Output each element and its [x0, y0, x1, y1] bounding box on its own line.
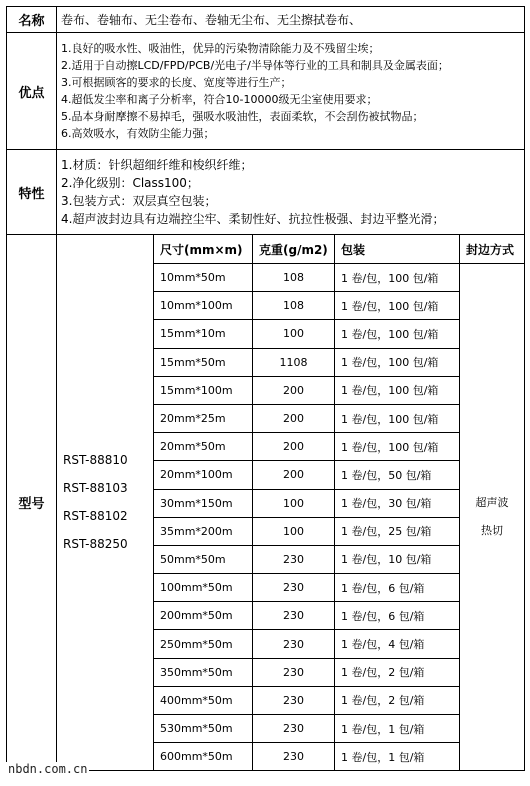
size-cell: 20mm*50m [154, 433, 253, 461]
spec-table [6, 6, 525, 771]
weight-cell: 230 [253, 686, 335, 714]
edge-method: 热切 [481, 524, 503, 538]
size-cell: 10mm*50m [154, 264, 253, 292]
size-cell: 15mm*100m [154, 376, 253, 404]
package-cell: 1 卷/包，30 包/箱 [335, 489, 460, 517]
package-cell: 1 卷/包，1 包/箱 [335, 715, 460, 743]
size-cell: 530mm*50m [154, 715, 253, 743]
size-header: 尺寸(mm×m) [154, 235, 253, 264]
size-cell: 400mm*50m [154, 686, 253, 714]
size-cell: 100mm*50m [154, 574, 253, 602]
model-label: 型号 [7, 235, 57, 771]
name-value: 卷布、卷轴布、无尘卷布、卷轴无尘布、无尘擦拭卷布、 [57, 7, 525, 33]
edge-method-cell [460, 264, 525, 771]
package-cell: 1 卷/包，4 包/箱 [335, 630, 460, 658]
model-code: RST-88810 [63, 453, 128, 468]
weight-cell: 230 [253, 574, 335, 602]
size-cell: 600mm*50m [154, 743, 253, 771]
model-code: RST-88103 [63, 481, 128, 496]
package-cell: 1 卷/包，100 包/箱 [335, 292, 460, 320]
package-cell: 1 卷/包，6 包/箱 [335, 602, 460, 630]
weight-cell: 230 [253, 545, 335, 573]
size-cell: 10mm*100m [154, 292, 253, 320]
features-row [7, 150, 525, 235]
weight-cell: 230 [253, 658, 335, 686]
weight-cell: 230 [253, 743, 335, 771]
weight-cell: 100 [253, 517, 335, 545]
weight-cell: 230 [253, 630, 335, 658]
name-label: 名称 [7, 7, 57, 33]
package-cell: 1 卷/包，50 包/箱 [335, 461, 460, 489]
package-cell: 1 卷/包，100 包/箱 [335, 320, 460, 348]
size-cell: 35mm*200m [154, 517, 253, 545]
weight-cell: 108 [253, 292, 335, 320]
advantages-label: 优点 [7, 33, 57, 150]
advantage-item: 2.适用于自动擦LCD/FPD/PCB/光电子/半导体等行业的工具和制具及金属表面； [61, 59, 449, 72]
feature-item: 3.包装方式：双层真空包装； [61, 194, 217, 208]
advantage-item: 5.品本身耐摩擦不易掉毛，强吸水吸油性，表面柔软，不会刮伤被拭物品； [61, 110, 424, 123]
weight-cell: 230 [253, 715, 335, 743]
feature-item: 1.材质：针织超细纤维和梭织纤维； [61, 158, 253, 172]
size-cell: 20mm*100m [154, 461, 253, 489]
weight-cell: 200 [253, 376, 335, 404]
name-row [7, 7, 525, 33]
size-cell: 15mm*50m [154, 348, 253, 376]
size-cell: 30mm*150m [154, 489, 253, 517]
model-header-row [7, 235, 525, 264]
advantage-item: 3.可根据顾客的要求的长度、宽度等进行生产； [61, 76, 292, 89]
edge-method: 超声波 [475, 496, 509, 510]
weight-cell: 100 [253, 320, 335, 348]
advantages-row [7, 33, 525, 150]
features-label: 特性 [7, 150, 57, 235]
package-cell: 1 卷/包，100 包/箱 [335, 376, 460, 404]
advantages-list [57, 33, 525, 150]
package-cell: 1 卷/包，10 包/箱 [335, 545, 460, 573]
weight-cell: 200 [253, 461, 335, 489]
size-cell: 50mm*50m [154, 545, 253, 573]
advantage-item: 4.超低发尘率和离子分析率，符合10-10000级无尘室使用要求； [61, 93, 378, 106]
advantage-item: 1.良好的吸水性、吸油性，优异的污染物清除能力及不残留尘埃； [61, 42, 380, 55]
package-cell: 1 卷/包，6 包/箱 [335, 574, 460, 602]
package-header: 包装 [335, 235, 460, 264]
size-cell: 20mm*25m [154, 404, 253, 432]
weight-header: 克重(g/m2) [253, 235, 335, 264]
package-cell: 1 卷/包，2 包/箱 [335, 686, 460, 714]
weight-cell: 108 [253, 264, 335, 292]
model-codes [57, 235, 154, 771]
weight-cell: 1108 [253, 348, 335, 376]
feature-item: 2.净化级别：Class100； [61, 176, 199, 190]
size-cell: 250mm*50m [154, 630, 253, 658]
package-cell: 1 卷/包，25 包/箱 [335, 517, 460, 545]
package-cell: 1 卷/包，2 包/箱 [335, 658, 460, 686]
weight-cell: 200 [253, 404, 335, 432]
weight-cell: 200 [253, 433, 335, 461]
package-cell: 1 卷/包，100 包/箱 [335, 404, 460, 432]
package-cell: 1 卷/包，100 包/箱 [335, 348, 460, 376]
size-cell: 350mm*50m [154, 658, 253, 686]
weight-cell: 100 [253, 489, 335, 517]
model-code: RST-88102 [63, 509, 128, 524]
size-cell: 200mm*50m [154, 602, 253, 630]
size-cell: 15mm*10m [154, 320, 253, 348]
features-list [57, 150, 525, 235]
package-cell: 1 卷/包，100 包/箱 [335, 433, 460, 461]
package-cell: 1 卷/包，100 包/箱 [335, 264, 460, 292]
edge-header: 封边方式 [460, 235, 525, 264]
weight-cell: 230 [253, 602, 335, 630]
advantage-item: 6.高效吸水，有效防尘能力强； [61, 127, 215, 140]
package-cell: 1 卷/包，1 包/箱 [335, 743, 460, 771]
model-code: RST-88250 [63, 537, 128, 552]
watermark: nbdn.com.cn [8, 762, 88, 776]
feature-item: 4.超声波封边具有边端控尘牢、柔韧性好、抗拉性极强、封边平整光滑； [61, 212, 445, 226]
